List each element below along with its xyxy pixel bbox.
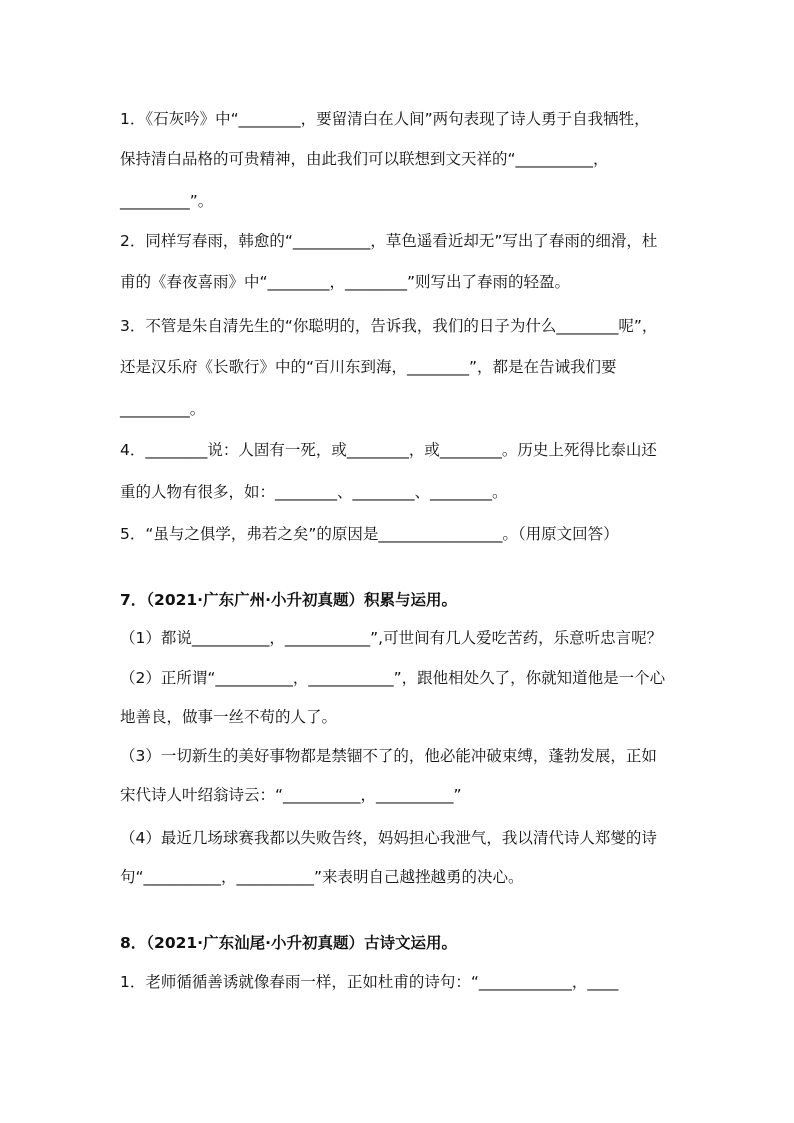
s7-item-3-line-2: 宋代诗人叶绍翁诗云：“__________，__________” xyxy=(120,786,462,804)
q4-line-1: 4．________说：人固有一死，或________，或________。历史上死得比泰山还 xyxy=(120,441,657,459)
q4-line-2: 重的人物有很多，如：________、________、________。 xyxy=(120,483,508,501)
q2-line-2: 甫的《春夜喜雨》中“________，________”则写出了春雨的轻盈。 xyxy=(120,273,571,291)
s7-item-4-line-1: （4）最近几场球赛我都以失败告终，妈妈担心我泄气，我以清代诗人郑燮的诗 xyxy=(120,829,657,847)
q2-line-1: 2．同样写春雨，韩愈的“__________，草色遥看近却无”写出了春雨的细滑，杜 xyxy=(120,232,658,250)
q1-line-3: _________”。 xyxy=(120,192,214,210)
s7-item-4-line-2: 句“__________，__________”来表明自己越挫越勇的决心。 xyxy=(120,868,524,886)
s8-item-1: 1．老师循循善诱就像春雨一样，正如杜甫的诗句：“____________，____ xyxy=(120,973,619,991)
q1-line-1: 1．《石灰吟》中“________，要留清白在人间”两句表现了诗人勇于自我牺牲， xyxy=(120,110,650,128)
s7-item-3-line-1: （3）一切新生的美好事物都是禁锢不了的，他必能冲破束缚，蓬勃发展，正如 xyxy=(120,747,657,765)
s7-item-1: （1）都说__________，___________”,可世间有几人爱吃苦药，乐意听忠言呢？ xyxy=(120,629,663,647)
q3-line-3: _________。 xyxy=(120,400,206,418)
q3-line-2: 还是汉乐府《长歌行》中的“百川东到海，________”，都是在告诫我们要 xyxy=(120,358,617,376)
q3-line-1: 3．不管是朱自清先生的“你聪明的，告诉我，我们的日子为什么________呢”， xyxy=(120,317,658,335)
s7-item-2-line-1: （2）正所谓“__________，___________”，跟他相处久了，你就知道他是一个心 xyxy=(120,669,666,687)
q1-line-2: 保持清白品格的可贵精神，由此我们可以联想到文天祥的“__________， xyxy=(120,150,609,168)
s7-item-2-line-2: 地善良，做事一丝不苟的人了。 xyxy=(120,708,338,726)
q5-line-1: 5．“虽与之俱学，弗若之矣”的原因是________________。（用原文回答） xyxy=(120,525,619,543)
section-7-heading: 7．（2021·广东广州·小升初真题）积累与运用。 xyxy=(120,591,457,609)
section-8-heading: 8．（2021·广东汕尾·小升初真题）古诗文运用。 xyxy=(120,934,457,952)
